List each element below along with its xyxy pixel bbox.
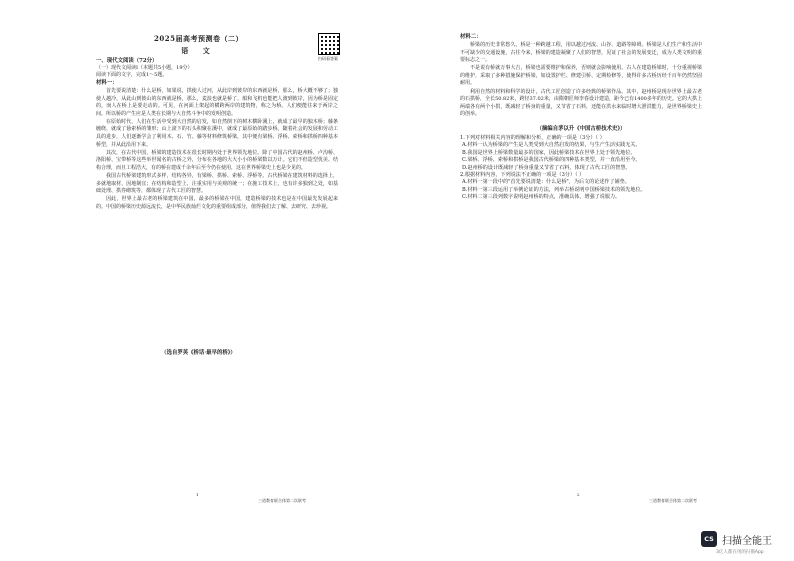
answer-option[interactable]: C.梁桥、浮桥、索桥和拱桥是我国古代桥梁的四种基本类型，并一直沿用至今。 (462, 157, 641, 164)
answer-option[interactable]: A.材料一认为桥梁的产生是人类受到大自然启发的结果，与生产生活实践无关。 (462, 142, 641, 149)
answer-option[interactable]: D.赵州桥的设计既减轻了桥身重量又节省了石料，体现了古代工匠的智慧。 (462, 164, 631, 171)
page-number: 1 (196, 492, 199, 497)
answer-option[interactable]: B.材料一第三段运用了举例论证的方法，列举古桥说明中国桥梁技术的领先地位。 (462, 186, 646, 193)
scanner-brand (701, 531, 772, 547)
footer-note: 三道教育联合体第二次联考 (649, 498, 697, 503)
camscanner-logo-icon: CS (701, 531, 717, 547)
footer-note: 三道教育联合体第二次联考 (258, 498, 306, 503)
right-page (397, 0, 794, 561)
qr-code[interactable] (318, 33, 340, 55)
section-title: 一、现代文阅读（72分） (96, 58, 158, 64)
excerpt-citation: （摘编自茅以升《中国古桥技术史》） (536, 125, 626, 132)
brand-name: 扫描全能王 (722, 535, 772, 547)
paragraph: 其次，在古代中国，桥梁的建造技术在很长时期内处于世界领先地位。除了中国古代的赵州桥、卢沟桥、洛阳桥、宝带桥等这些举世闻名的古桥之外，分布在各地的大大小小的桥梁数以万计。它们不但造型优美、结构合理，而且工程浩大，有的桥在建成千余年后至今仍在使用，这在世界桥梁史上也是少见的。 (96, 149, 338, 171)
paragraph: 不是说有桥就万事大吉，桥梁也需要维护和保养，否则就会影响使用。古人在建造桥梁时，十分重视桥梁的维护，采取了多种措施保护桥梁，如设置护栏、修建引桥、定期检修等，使得许多古桥历经千百年仍然坚固耐用。 (460, 65, 702, 87)
paragraph: 首先要说清楚：什么是桥，如果说，拱使人过河，从此岸到彼岸的东西就是桥，那么，桥大概不够了；独使人越冷，从此山到彼山的东西就是桥，那么，麦浪也就是桥了。船和飞机也能把人渡到彼岸，因为桥是固定的，而人在桥上是要走动的。可见，在河面上架起的横跨两岸的建筑物，称之为桥。人们便能往来于两岸之间。所以桥的产生应是人类在长期与大自然斗争中的发明创造。 (96, 88, 338, 117)
answer-option[interactable]: A.材料一第一段中的"首先要说清楚：什么是桥"，为后文的论述作了铺垫。 (462, 179, 630, 186)
material-two-label: 材料二： (460, 34, 482, 40)
page-number: 2 (577, 492, 580, 497)
answer-option[interactable]: B.我国是世界上桥梁数量最多的国家，因此桥梁技术在世界上处于领先地位。 (462, 149, 636, 156)
left-column (96, 58, 338, 212)
subsection-title: （一）现代文阅读Ⅰ（本题共5小题，19分） (96, 65, 193, 71)
exam-title: 2025届高考预测卷（二） (154, 34, 243, 43)
material-one-label: 材料一： (96, 80, 118, 86)
source-citation: （选自罗英《桥话·最早的桥》） (161, 350, 236, 356)
instruction: 阅读下面的文字，完成1～5题。 (96, 72, 168, 78)
brand-tagline: 3亿人都在用的扫描App (716, 550, 764, 555)
paragraph: 在原始时代，人们在生活中受到大自然的启发，如自然倒下的树木横卧溪上，就成了最早的独木桥；藤条缠绕，就成了悬索桥的雏形；山上滚下的石头积聚在溪中，就成了最原始的踏步桥。随着社会的发展和劳动工具的进步，人们逐渐学会了利用木、石、竹、藤等材料修筑桥梁，其中便有梁桥、浮桥、索桥和拱桥四种基本桥型，并从此沿用下来。 (96, 118, 338, 148)
right-column (460, 33, 702, 202)
question-stem: 2.根据材料内容，下列说法不正确的一项是（3分）（ ） (460, 171, 585, 178)
paragraph: 因此，世界上最古老的桥梁建筑在中国，最多的桥梁在中国，建造桥梁的技术也是在中国最先发展起来的。中国的桥梁历史源远流长，是中华民族灿烂文化的重要组成部分，值得我们去了解、去研究、去珍视。 (96, 196, 338, 210)
subject-title: 语 文 (181, 46, 216, 55)
paragraph: 桥梁的历史非常悠久，桥是一种跨越工程，用以越过河流、山谷、道路等障碍。桥梁是人们生产和生活中不可缺少的交通设施，古往今来，桥梁的建造凝聚了人们的智慧，见证了社会的发展变迁，成为人类文明的重要标志之一。 (460, 42, 702, 64)
question-stem: 1.下列对材料相关内容的理解和分析，正确的一项是（3分）（ ） (460, 134, 605, 141)
answer-option[interactable]: C.材料二第三段列数字说明赵州桥的特点，准确具体，增强了说服力。 (462, 194, 621, 201)
paragraph: 利用自然的材料和科学的设计，古代工匠创造了许多经典的桥梁作品。其中，赵州桥是现存世界上最古老的石拱桥，全长50.82米，跨径37.02米，由隋朝匠师李春设计建造，距今已有1400多年的历史。它的大拱上两端各有两个小拱，既减轻了桥身的重量，又节省了石料，还能在洪水来临时增大泄洪能力，是世界桥梁史上的创举。 (460, 88, 702, 118)
paragraph: 我国古代桥梁建筑形式多样，结构各异，有梁桥、拱桥、索桥、浮桥等。古代桥梁在建筑材料的选择上，多就地取材，因地制宜；在结构和造型上，注重实用与美观的统一；在施工技术上，也有许多独到之处，如基础处理、拱券砌筑等，都体现了古代工匠的智慧。 (96, 173, 338, 195)
qr-caption: 扫码看答案 (318, 56, 338, 61)
